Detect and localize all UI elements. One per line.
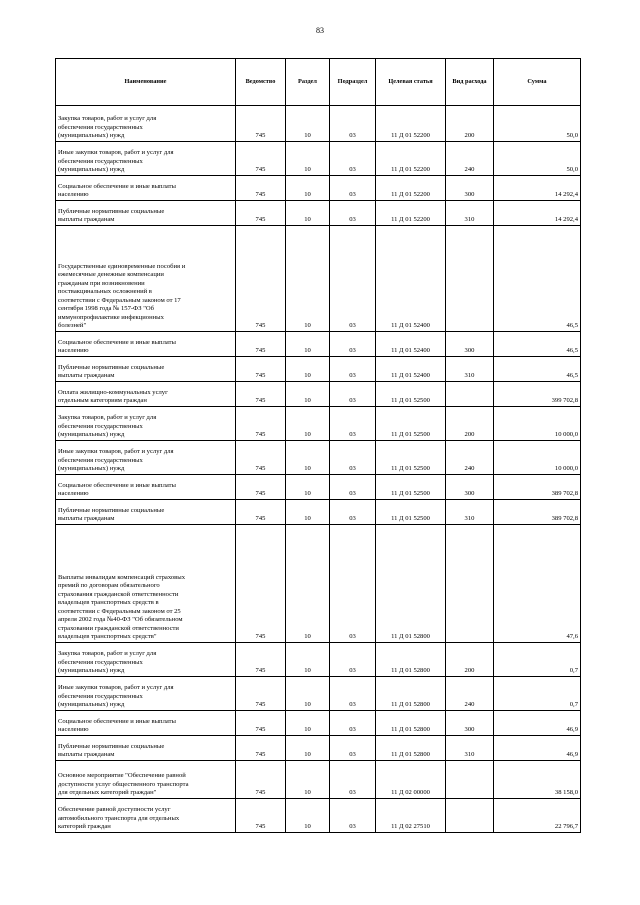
- budget-table: [55, 58, 581, 833]
- table-cell-cel: 11 Д 01 52800: [376, 525, 446, 643]
- table-cell-ved: 745: [236, 500, 286, 525]
- table-cell-podrazdel: 03: [330, 475, 376, 500]
- table-row: [56, 711, 581, 736]
- table-cell-summa: 50,0: [494, 106, 581, 142]
- table-cell-ved: 745: [236, 106, 286, 142]
- table-header-row: [56, 59, 581, 106]
- table-cell-razdel: 10: [286, 500, 330, 525]
- table-cell-name: Выплаты инвалидам компенсаций страховых премий по договорам обязательного страхования гражданской ответственности владельцев транспортных средств в соответствии с Федеральным законом от 25 апреля 2002 года №40-ФЗ "Об обязательном страховании гражданской ответственности владельцев транспортных средств": [56, 525, 236, 643]
- table-cell-name: Публичные нормативные социальные выплаты гражданам: [56, 500, 236, 525]
- table-cell-vid: 240: [446, 142, 494, 176]
- table-cell-cel: 11 Д 01 52500: [376, 407, 446, 441]
- table-row: [56, 142, 581, 176]
- table-cell-cel: 11 Д 01 52200: [376, 176, 446, 201]
- table-cell-vid: 300: [446, 475, 494, 500]
- table-cell-name: Публичные нормативные социальные выплаты гражданам: [56, 736, 236, 761]
- table-cell-summa: 389 702,8: [494, 475, 581, 500]
- table-cell-ved: 745: [236, 201, 286, 226]
- table-cell-cel: 11 Д 01 52400: [376, 357, 446, 382]
- table-cell-name: Закупка товаров, работ и услуг для обеспечения государственных (муниципальных) нужд: [56, 106, 236, 142]
- table-cell-cel: 11 Д 01 52500: [376, 500, 446, 525]
- table-cell-cel: 11 Д 01 52500: [376, 382, 446, 407]
- table-cell-ved: 745: [236, 475, 286, 500]
- table-cell-summa: 46,5: [494, 226, 581, 332]
- table-cell-name: Социальное обеспечение и иные выплаты населению: [56, 176, 236, 201]
- table-cell-summa: 46,5: [494, 332, 581, 357]
- table-cell-name: Закупка товаров, работ и услуг для обеспечения государственных (муниципальных) нужд: [56, 407, 236, 441]
- table-cell-vid: 300: [446, 332, 494, 357]
- table-cell-summa: 38 158,0: [494, 761, 581, 799]
- table-cell-ved: 745: [236, 407, 286, 441]
- table-cell-cel: 11 Д 01 52500: [376, 475, 446, 500]
- table-row: [56, 525, 581, 643]
- table-cell-podrazdel: 03: [330, 761, 376, 799]
- table-cell-podrazdel: 03: [330, 500, 376, 525]
- table-cell-summa: 10 000,0: [494, 441, 581, 475]
- table-cell-ved: 745: [236, 711, 286, 736]
- table-cell-vid: 310: [446, 736, 494, 761]
- table-cell-razdel: 10: [286, 332, 330, 357]
- table-cell-vid: [446, 382, 494, 407]
- column-header: Сумма: [494, 59, 581, 106]
- table-cell-summa: 22 796,7: [494, 799, 581, 833]
- table-cell-name: Иные закупки товаров, работ и услуг для обеспечения государственных (муниципальных) нужд: [56, 441, 236, 475]
- table-cell-ved: 745: [236, 525, 286, 643]
- table-cell-podrazdel: 03: [330, 142, 376, 176]
- table-cell-cel: 11 Д 01 52800: [376, 736, 446, 761]
- table-cell-cel: 11 Д 01 52800: [376, 677, 446, 711]
- table-cell-ved: 745: [236, 142, 286, 176]
- table-cell-razdel: 10: [286, 525, 330, 643]
- table-cell-razdel: 10: [286, 711, 330, 736]
- table-cell-ved: 745: [236, 357, 286, 382]
- table-cell-cel: 11 Д 01 52200: [376, 201, 446, 226]
- table-cell-razdel: 10: [286, 201, 330, 226]
- table-cell-summa: 399 702,8: [494, 382, 581, 407]
- table-cell-vid: 240: [446, 441, 494, 475]
- table-cell-ved: 745: [236, 799, 286, 833]
- column-header: Целевая статья: [376, 59, 446, 106]
- table-cell-podrazdel: 03: [330, 736, 376, 761]
- table-cell-ved: 745: [236, 761, 286, 799]
- table-row: [56, 176, 581, 201]
- table-cell-name: Социальное обеспечение и иные выплаты населению: [56, 711, 236, 736]
- table-cell-ved: 745: [236, 677, 286, 711]
- table-cell-name: Закупка товаров, работ и услуг для обеспечения государственных (муниципальных) нужд: [56, 643, 236, 677]
- table-row: [56, 643, 581, 677]
- table-cell-ved: 745: [236, 176, 286, 201]
- table-cell-name: Публичные нормативные социальные выплаты гражданам: [56, 201, 236, 226]
- table-cell-vid: 200: [446, 106, 494, 142]
- table-cell-name: Государственные единовременные пособия и ежемесячные денежные компенсации гражданам при возникновении поствакцинальных осложнений в соответствии с Федеральным законом от 17 сентября 1998 года № 157-ФЗ "Об иммунопрофилактике инфекционных болезней": [56, 226, 236, 332]
- table-cell-summa: 46,9: [494, 711, 581, 736]
- table-cell-cel: 11 Д 01 52400: [376, 332, 446, 357]
- table-row: [56, 441, 581, 475]
- table-cell-cel: 11 Д 01 52200: [376, 106, 446, 142]
- table-cell-summa: 47,6: [494, 525, 581, 643]
- table-cell-summa: 46,9: [494, 736, 581, 761]
- table-cell-name: Обеспечение равной доступности услуг автомобильного транспорта для отдельных категорий граждан: [56, 799, 236, 833]
- table-cell-razdel: 10: [286, 407, 330, 441]
- table-cell-vid: 200: [446, 643, 494, 677]
- table-row: [56, 357, 581, 382]
- table-cell-razdel: 10: [286, 677, 330, 711]
- table-cell-name: Публичные нормативные социальные выплаты гражданам: [56, 357, 236, 382]
- column-header: Подраздел: [330, 59, 376, 106]
- table-cell-podrazdel: 03: [330, 226, 376, 332]
- table-cell-razdel: 10: [286, 761, 330, 799]
- table-cell-name: Основное мероприятие "Обеспечение равной доступности услуг общественного транспорта для отдельных категорий граждан": [56, 761, 236, 799]
- table-row: [56, 201, 581, 226]
- table-cell-podrazdel: 03: [330, 799, 376, 833]
- table-cell-name: Иные закупки товаров, работ и услуг для обеспечения государственных (муниципальных) нужд: [56, 677, 236, 711]
- table-cell-vid: 240: [446, 677, 494, 711]
- table-cell-summa: 10 000,0: [494, 407, 581, 441]
- table-row: [56, 500, 581, 525]
- table-cell-vid: 300: [446, 711, 494, 736]
- table-cell-vid: 310: [446, 500, 494, 525]
- table-cell-razdel: 10: [286, 441, 330, 475]
- table-cell-vid: [446, 799, 494, 833]
- table-cell-razdel: 10: [286, 176, 330, 201]
- table-row: [56, 475, 581, 500]
- table-cell-cel: 11 Д 02 27510: [376, 799, 446, 833]
- table-cell-cel: 11 Д 02 00000: [376, 761, 446, 799]
- table-cell-podrazdel: 03: [330, 382, 376, 407]
- table-row: [56, 332, 581, 357]
- page-number: 83: [316, 26, 324, 35]
- table-cell-razdel: 10: [286, 106, 330, 142]
- table-cell-vid: 300: [446, 176, 494, 201]
- table-row: [56, 799, 581, 833]
- table-cell-ved: 745: [236, 736, 286, 761]
- table-cell-podrazdel: 03: [330, 176, 376, 201]
- table-cell-vid: 310: [446, 201, 494, 226]
- table-cell-razdel: 10: [286, 226, 330, 332]
- table-cell-vid: [446, 525, 494, 643]
- table-cell-ved: 745: [236, 332, 286, 357]
- column-header: Раздел: [286, 59, 330, 106]
- table-cell-razdel: 10: [286, 736, 330, 761]
- table-cell-cel: 11 Д 01 52200: [376, 142, 446, 176]
- column-header: Ведомство: [236, 59, 286, 106]
- table-cell-podrazdel: 03: [330, 332, 376, 357]
- table-cell-podrazdel: 03: [330, 201, 376, 226]
- table-row: [56, 736, 581, 761]
- table-cell-vid: 310: [446, 357, 494, 382]
- table-row: [56, 106, 581, 142]
- table-cell-cel: 11 Д 01 52800: [376, 711, 446, 736]
- table-cell-razdel: 10: [286, 142, 330, 176]
- table-row: [56, 382, 581, 407]
- table-cell-vid: [446, 226, 494, 332]
- table-cell-ved: 745: [236, 226, 286, 332]
- table-cell-podrazdel: 03: [330, 357, 376, 382]
- table-cell-summa: 46,5: [494, 357, 581, 382]
- table-cell-cel: 11 Д 01 52800: [376, 643, 446, 677]
- table-cell-name: Социальное обеспечение и иные выплаты населению: [56, 332, 236, 357]
- table-cell-summa: 14 292,4: [494, 176, 581, 201]
- table-cell-cel: 11 Д 01 52500: [376, 441, 446, 475]
- table-row: [56, 761, 581, 799]
- table-cell-ved: 745: [236, 643, 286, 677]
- table-cell-podrazdel: 03: [330, 711, 376, 736]
- table-cell-podrazdel: 03: [330, 441, 376, 475]
- column-header: Вид расхода: [446, 59, 494, 106]
- table-row: [56, 226, 581, 332]
- table-cell-summa: 0,7: [494, 677, 581, 711]
- table-cell-summa: 389 702,8: [494, 500, 581, 525]
- table-cell-podrazdel: 03: [330, 106, 376, 142]
- table-cell-vid: 200: [446, 407, 494, 441]
- table-cell-name: Социальное обеспечение и иные выплаты населению: [56, 475, 236, 500]
- table-cell-summa: 50,0: [494, 142, 581, 176]
- table-cell-podrazdel: 03: [330, 643, 376, 677]
- table-cell-name: Иные закупки товаров, работ и услуг для обеспечения государственных (муниципальных) нужд: [56, 142, 236, 176]
- table-cell-podrazdel: 03: [330, 525, 376, 643]
- table-cell-name: Оплата жилищно-коммунальных услуг отдельным категориям граждан: [56, 382, 236, 407]
- table-cell-podrazdel: 03: [330, 407, 376, 441]
- table-cell-cel: 11 Д 01 52400: [376, 226, 446, 332]
- table-cell-summa: 14 292,4: [494, 201, 581, 226]
- table-cell-razdel: 10: [286, 799, 330, 833]
- table-row: [56, 677, 581, 711]
- table-cell-ved: 745: [236, 441, 286, 475]
- table-cell-podrazdel: 03: [330, 677, 376, 711]
- table-cell-razdel: 10: [286, 357, 330, 382]
- table-cell-razdel: 10: [286, 643, 330, 677]
- table-row: [56, 407, 581, 441]
- column-header: Наименование: [56, 59, 236, 106]
- table-cell-vid: [446, 761, 494, 799]
- table-cell-razdel: 10: [286, 382, 330, 407]
- table-cell-razdel: 10: [286, 475, 330, 500]
- table-cell-summa: 0,7: [494, 643, 581, 677]
- table-cell-ved: 745: [236, 382, 286, 407]
